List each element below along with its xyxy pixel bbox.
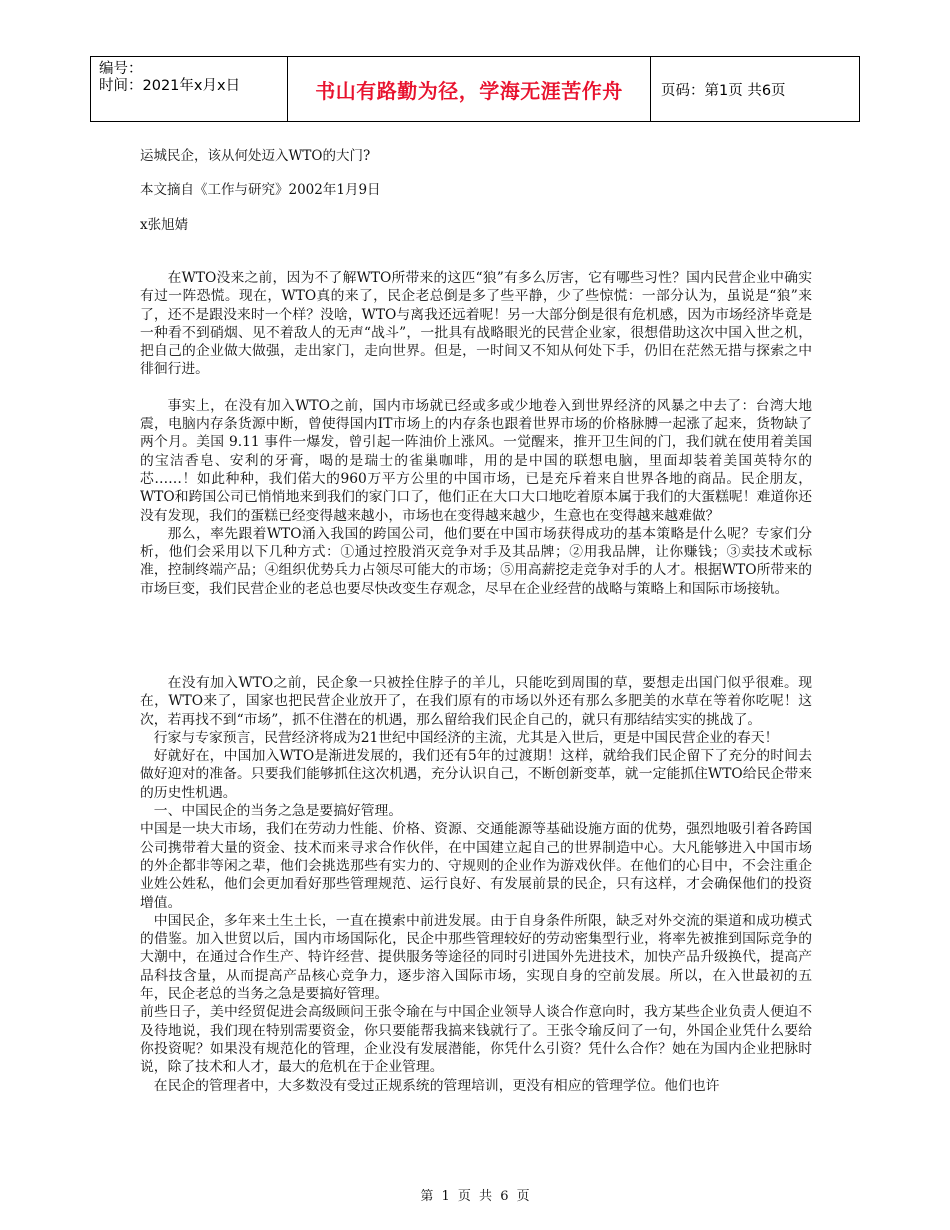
page-footer: 第 1 页 共 6 页 bbox=[420, 1189, 530, 1204]
paragraph: 在民企的管理者中，大多数没有受过正规系统的管理培训，更没有相应的管理学位。他们也许 bbox=[153, 1077, 720, 1094]
article-author: x张旭婧 bbox=[140, 217, 189, 233]
time-label: 时间：2021年x月x日 bbox=[99, 78, 241, 94]
paragraph: 在没有加入WTO之前，民企象一只被拴住脖子的羊儿，只能吃到周围的草，要想走出国门似乎很难。现在，WTO来了，国家也把民营企业放开了，在我们原有的市场以外还有那么多肥美的水草在等着你吃呢！这次，若再找不到“市场”，抓不住潜在的机遇，那么留给我们民企自己的，就只有那结结实实的挑战了。 bbox=[140, 675, 812, 728]
header-left-cell bbox=[91, 57, 288, 121]
paragraph: 在WTO没来之前，因为不了解WTO所带来的这匹“狼”有多么厉害，它有哪些习性？国内民营企业中确实有过一阵恐慌。现在，WTO真的来了，民企老总倒是多了些平静，少了些惊慌：一部分认为，虽说是“狼”来了，还不是跟没来时一个样？没啥，WTO与离我还远着呢！另一大部分倒是很有危机感，因为市场经济毕竟是一种看不到硝烟、见不着敌人的无声“战斗”，一批具有战略眼光的民营企业家，很想借助这次中国入世之机，把自己的企业做大做强，走出家门，走向世界。但是，一时间又不知从何处下手，仍旧在茫然无措与探索之中徘徊行进。 bbox=[140, 270, 812, 378]
number-label: 编号： bbox=[99, 61, 143, 77]
article-section-1 bbox=[140, 269, 812, 598]
paragraph: 那么，率先跟着WTO涌入我国的跨国公司，他们要在中国市场获得成功的基本策略是什么呢？专家们分析，他们会采用以下几种方式：①通过控股消灭竞争对手及其品牌；②用我品牌，让你赚钱；③卖技术或标准，控制终端产品；④组织优势兵力占领尽可能大的市场；⑤用高薪挖走竞争对手的人才。根据WTO所带来的市场巨变，我们民营企业的老总也要尽快改变生存观念，尽早在企业经营的战略与策略上和国际市场接轨。 bbox=[140, 525, 812, 597]
article-section-2 bbox=[140, 674, 812, 1095]
paragraph: 事实上，在没有加入WTO之前，国内市场就已经或多或少地卷入到世界经济的风暴之中去了：台湾大地震，电脑内存条货源中断，曾使得国内IT市场上的内存条也跟着世界市场的价格脉膊一起涨了起来，货物缺了两个月。美国 9.11 事件一爆发，曾引起一阵油价上涨风。一觉醒来，推开卫生间的门，我们就在使用着美国的宝洁香皂、安利的牙膏，喝的是瑞士的雀巢咖啡，用的是中国的联想电脑，里面却装着美国英特尔的芯……！如此种种，我们偌大的960万平方公里的中国市场，已是充斥着来自世界各地的商品。民企朋友，WTO和跨国公司已悄悄地来到我们的家门口了，他们正在大口大口地吃着原本属于我们的大蛋糕呢！难道你还没有发现，我们的蛋糕已经变得越来越小，市场也在变得越来越少，生意也在变得越来越难做？ bbox=[140, 397, 812, 524]
motto: 书山有路勤为径，学海无涯苦作舟 bbox=[288, 57, 651, 121]
paragraph: 前些日子，美中经贸促进会高级顾问王张令瑜在与中国企业领导人谈合作意向时，我方某些企业负责人便迫不及待地说，我们现在特别需要资金，你只要能帮我搞来钱就行了。王张令瑜反问了一句，外国企业凭什么要给你投资呢？如果没有规范化的管理，企业没有发展潜能，你凭什么引资？凭什么合作？她在为国内企业把脉时说，除了技术和人才，最大的危机在于企业管理。 bbox=[140, 1004, 812, 1076]
paragraph: 中国是一块大市场，我们在劳动力性能、价格、资源、交通能源等基础设施方面的优势，强烈地吸引着各跨国公司携带着大量的资金、技术而来寻求合作伙伴，在中国建立起自己的世界制造中心。大凡能够进入中国市场的外企都非等闲之辈，他们会挑选那些有实力的、守规则的企业作为游戏伙伴。在他们的心目中，不会注重企业姓公姓私，他们会更加看好那些管理规范、运行良好、有发展前景的民企，只有这样，才会确保他们的投资增值。 bbox=[140, 821, 812, 911]
page-info: 页码：第1页 共6页 bbox=[661, 82, 786, 99]
paragraph: 中国民企，多年来土生土长，一直在摸索中前进发展。由于自身条件所限，缺乏对外交流的渠道和成功模式的借鉴。加入世贸以后，国内市场国际化，民企中那些管理较好的劳动密集型行业，将率先被推到国际竞争的大潮中，在通过合作生产、特许经营、提供服务等途径的同时引进国外先进技术，加快产品升级换代，提高产品科技含量，从而提高产品核心竞争力，逐步溶入国际市场，实现自身的空前发展。所以，在入世最初的五年，民企老总的当务之急是要搞好管理。 bbox=[140, 912, 812, 1003]
paragraph: 行家与专家预言，民营经济将成为21世纪中国经济的主流，尤其是入世后，更是中国民营企业的春天！ bbox=[153, 729, 779, 746]
header-table bbox=[90, 56, 860, 122]
article-title: 运城民企，该从何处迈入WTO的大门? bbox=[140, 148, 371, 164]
section-heading: 一、中国民企的当务之急是要搞好管理。 bbox=[153, 803, 403, 820]
article-source: 本文摘自《工作与研究》2002年1月9日 bbox=[140, 182, 381, 198]
paragraph: 好就好在，中国加入WTO是渐进发展的，我们还有5年的过渡期！这样，就给我们民企留下了充分的时间去做好迎对的准备。只要我们能够抓住这次机遇，充分认识自己，不断创新变革，就一定能抓住WTO给民企带来的历史性机遇。 bbox=[140, 748, 812, 801]
